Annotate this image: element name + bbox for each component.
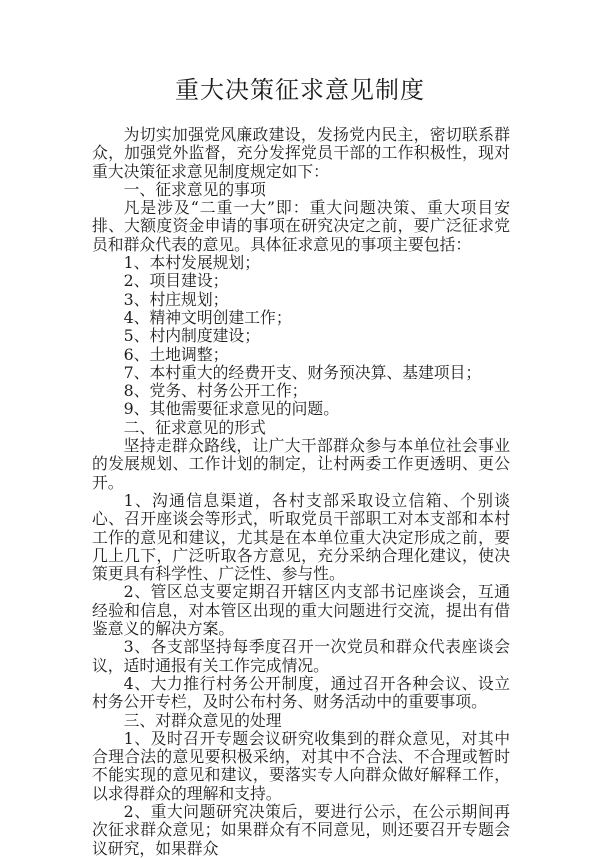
section-3-item: 2、重大问题研究决策后，要进行公示，在公示期间再次征求群众意见；如果群众有不同意见，则还要召开专题会议研究，如果群众 bbox=[92, 801, 510, 858]
section-2-item: 1、沟通信息渠道，各村支部采取设立信箱、个别谈心、召开座谈会等形式，听取党员干部职工对本支部和本村工作的意见和建议，尤其是在本单位重大决定形成之前，要几上几下，广泛听取各方意见，充分采纳合理化建议，使决策更具有科学性、广泛性、参与性。 bbox=[92, 490, 510, 584]
list-item: 8、党务、村务公开工作； bbox=[123, 381, 308, 401]
section-heading-2: 二、征求意见的形式 bbox=[123, 417, 266, 437]
list-item: 6、土地调整； bbox=[123, 344, 229, 364]
list-item: 7、本村重大的经费开支、财务预决算、基建项目； bbox=[123, 362, 482, 382]
document-title: 重大决策征求意见制度 bbox=[175, 76, 425, 104]
intro-paragraph: 为切实加强党风廉政建设，发扬党内民主，密切联系群众，加强党外监督，充分发挥党员干部的工作积极性，现对重大决策征求意见制度规定如下： bbox=[92, 125, 510, 181]
list-item: 5、村内制度建设； bbox=[123, 326, 261, 346]
section-2-item: 2、管区总支要定期召开辖区内支部书记座谈会，互通经验和信息，对本管区出现的重大问题进行交流，提出有借鉴意义的解决方案。 bbox=[92, 582, 510, 639]
document-body bbox=[92, 126, 510, 858]
section-heading-3: 三、对群众意见的处理 bbox=[123, 710, 282, 730]
section-heading-1: 一、征求意见的事项 bbox=[123, 179, 266, 199]
section-2-paragraph: 坚持走群众路线，让广大干部群众参与本单位社会事业的发展规划、工作计划的制定，让村两委工作更透明、更公开。 bbox=[92, 436, 510, 492]
section-2-item: 4、大力推行村务公开制度，通过召开各种会议、设立村务公开专栏，及时公布村务、财务活动中的重要事项。 bbox=[92, 673, 510, 712]
list-item: 2、项目建设； bbox=[123, 271, 229, 291]
section-1-paragraph: 凡是涉及“二重一大”即：重大问题决策、重大项目安排、大额度资金申请的事项在研究决定之前，要广泛征求党员和群众代表的意见。具体征求意见的事项主要包括： bbox=[92, 198, 510, 254]
section-2-item: 3、各支部坚持每季度召开一次党员和群众代表座谈会议，适时通报有关工作完成情况。 bbox=[92, 637, 510, 675]
list-item: 3、村庄规划； bbox=[123, 289, 229, 309]
list-item: 4、精神文明创建工作； bbox=[123, 307, 292, 327]
list-item: 9、其他需要征求意见的问题。 bbox=[123, 399, 340, 419]
section-3-item: 1、及时召开专题会议研究收集到的群众意见，对其中合理合法的意见要积极采纳，对其中不合法、不合理或暂时不能实现的意见和建议，要落实专人向群众做好解释工作，以求得群众的理解和支持。 bbox=[92, 728, 510, 803]
list-item: 1、本村发展规划； bbox=[123, 253, 261, 273]
